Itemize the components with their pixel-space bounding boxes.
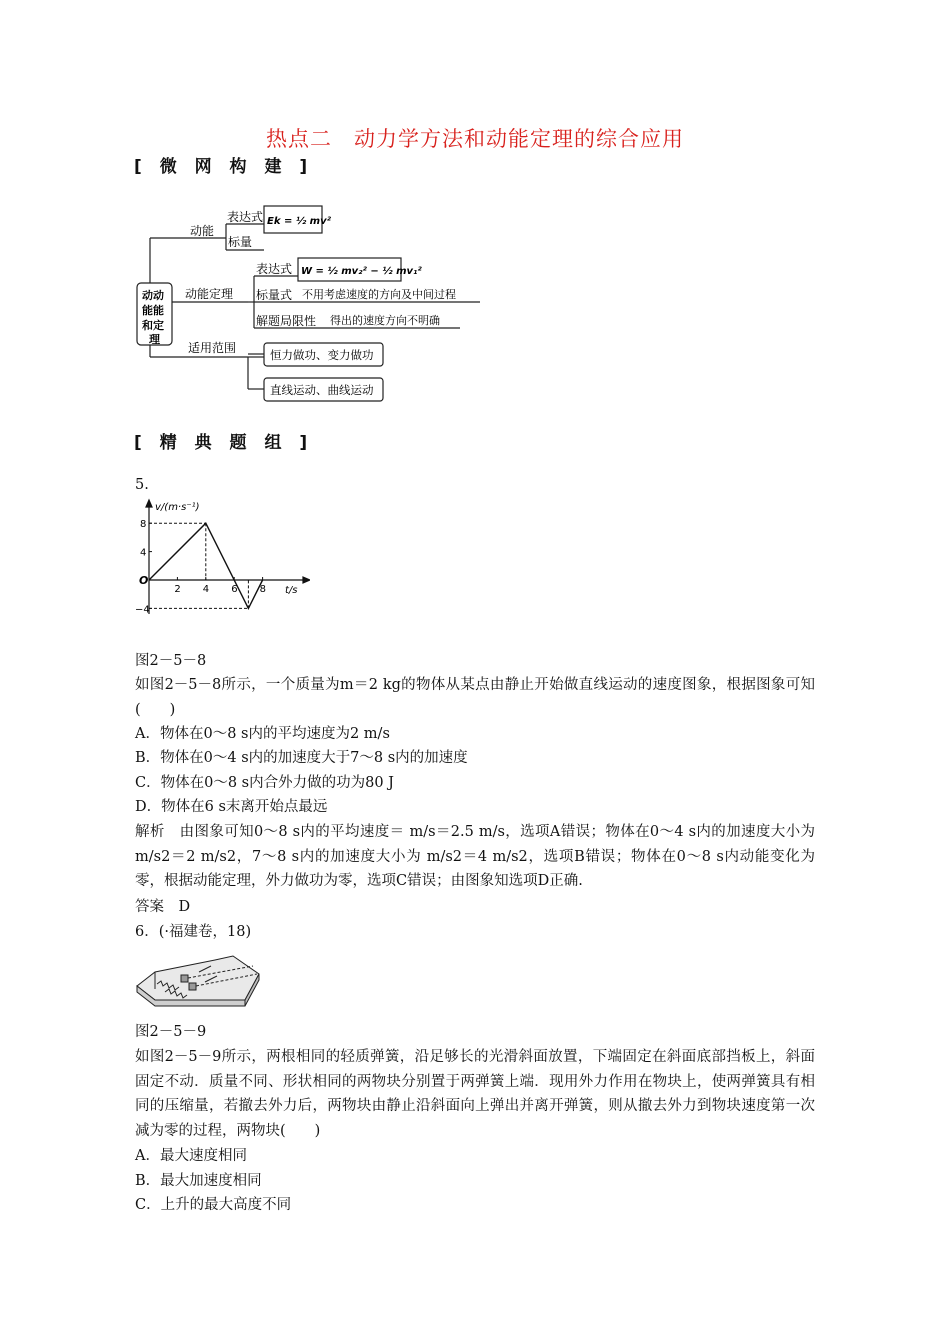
x-tick-label-1: 4	[202, 584, 210, 595]
q6-number: 6．(·福建卷，18)	[135, 924, 252, 940]
mindmap-diagram	[130, 198, 490, 404]
q5-velocity-time-chart	[135, 498, 310, 620]
x-axis-label: t/s	[285, 585, 298, 596]
branch2-scalar-text: 不用考虑速度的方向及中间过程	[302, 288, 456, 301]
page-title: 热点二 动力学方法和动能定理的综合应用	[266, 127, 684, 151]
y-tick-label-0: 8	[140, 519, 147, 531]
q5-answer: 答案 D	[135, 899, 191, 915]
q5-option-d: D．物体在6 s末离开始点最远	[135, 799, 328, 815]
q5-stem: 如图2－5－8所示，一个质量为m＝2 kg的物体从某点由静止开始做直线运动的速度图象，根据图象可知( )	[135, 677, 815, 718]
q6-stem: 如图2－5－9所示，两根相同的轻质弹簧，沿足够长的光滑斜面放置，下端固定在斜面底部挡板上，斜面固定不动．质量不同、形状相同的两物块分别置于两弹簧上端．现用外力作用在物块上，使两弹簧具有相同的压缩量，若撤去外力后，两物块由静止沿斜面向上弹出并离开弹簧，则从撤去外力到物块速度第一次减为零的过程，两物块( )	[135, 1049, 815, 1139]
branch2-expr-text: W = ½ mv₂² − ½ mv₁²	[301, 266, 422, 277]
q5-option-c: C．物体在0～8 s内合外力做的功为80 J	[135, 775, 394, 791]
q5-option-b: B．物体在0～4 s内的加速度大于7～8 s内的加速度	[135, 750, 468, 766]
q6-figure-caption: 图2－5－9	[135, 1024, 207, 1040]
branch1-scalar: 标量	[228, 235, 253, 249]
x-axis-arrow	[303, 577, 310, 583]
branch1-expr-label: 表达式	[227, 210, 264, 224]
q6-option-c: C．上升的最大高度不同	[135, 1197, 292, 1213]
x-tick-label-3: 8	[259, 584, 266, 595]
section-heading-network: [ 微 网 构 建 ]	[134, 157, 314, 177]
q6-option-a: A．最大速度相同	[135, 1148, 247, 1164]
branch2-limit-text: 得出的速度方向不明确	[330, 314, 440, 327]
mindmap-root-line-1: 动动	[142, 289, 164, 302]
branch3-label: 适用范围	[188, 341, 237, 355]
q5-analysis: 解析 由图象可知0～8 s内的平均速度＝ m/s＝2.5 m/s，选项A错误；物体在0～4 s内的加速度大小为 m/s2＝2 m/s2，7～8 s内的加速度大小为 m/s2＝4 m/s2，选项B错误；物体在0～8 s内动能变化为零，根据动能定理，外力做功为零，选项C错误；由图象知选项D正确.	[135, 824, 815, 889]
branch3-item1: 恒力做功、变力做功	[270, 348, 374, 362]
x-tick-label-0: 2	[174, 584, 181, 595]
mindmap-root-line-3: 和定	[142, 319, 164, 332]
branch2-label: 动能定理	[185, 287, 234, 301]
q5-figure-caption: 图2－5－8	[135, 653, 207, 669]
section-heading-problems: [ 精 典 题 组 ]	[134, 433, 314, 453]
branch2-scalar-label: 标量式	[256, 288, 293, 302]
block-1	[181, 975, 188, 982]
y-axis-label: v/(m·s⁻¹)	[155, 502, 200, 513]
branch2-limit-label: 解题局限性	[256, 314, 317, 328]
y-tick-label-2: −4	[135, 604, 150, 616]
y-axis-arrow	[146, 500, 152, 507]
q5-number: 5.	[135, 477, 149, 493]
mindmap-root-line-2: 能能	[142, 304, 164, 317]
q6-option-b: B．最大加速度相同	[135, 1173, 262, 1189]
q5-option-a: A．物体在0～8 s内的平均速度为2 m/s	[135, 726, 390, 742]
branch1-expr-text: Ek = ½ mv²	[267, 216, 331, 227]
q6-incline-figure	[135, 944, 263, 1012]
branch2-expr-label: 表达式	[256, 262, 293, 276]
mindmap-root-line-4: 理	[149, 333, 160, 346]
branch1-label: 动能	[190, 224, 215, 238]
block-2	[189, 983, 196, 990]
origin-label: O	[139, 574, 149, 587]
y-tick-label-1: 4	[140, 547, 147, 559]
x-tick-label-2: 6	[231, 584, 238, 595]
branch3-item2: 直线运动、曲线运动	[270, 383, 374, 397]
